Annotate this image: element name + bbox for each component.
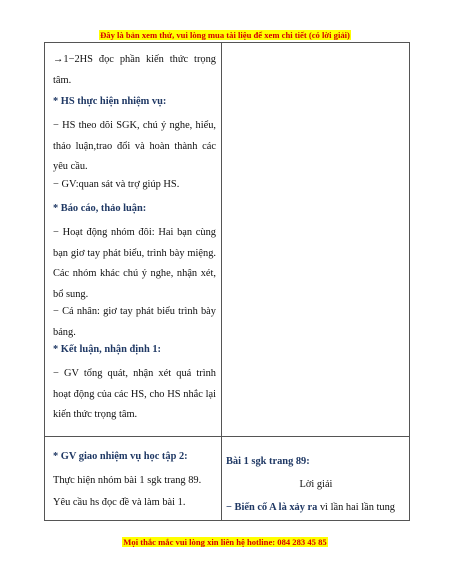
heading-report-discussion: * Báo cáo, thảo luận: xyxy=(53,203,147,214)
report-discussion-text-1: − Hoạt động nhóm đôi: Hai bạn cùng bạn giơ tay phát biểu, trình bày miệng. Các nhóm khác chú ý nghe, nhận xét, bổ sung. xyxy=(53,227,216,300)
event-a-line xyxy=(226,498,408,519)
assign-task-text-1: Thực hiện nhóm bài 1 sgk trang 89. xyxy=(53,475,202,486)
students-perform-text-2: − GV:quan sát và trợ giúp HS. xyxy=(53,179,180,190)
students-perform-text-1: − HS theo dõi SGK, chú ý nghe, hiểu, thảo luận,trao đổi và hoàn thành các yêu cầu. xyxy=(53,120,216,172)
column-divider xyxy=(221,43,222,520)
report-discussion-text-2: − Cá nhân: giơ tay phát biểu trình bày bảng. xyxy=(53,306,216,338)
hotline-banner-text: Mọi thắc mắc vui lòng xin liên hệ hotline: 084 283 45 85 xyxy=(123,537,327,547)
hotline-banner xyxy=(0,537,450,547)
event-a-bold: − Biến cố A là xảy ra xyxy=(226,502,318,513)
intro-text: →1−2HS đọc phần kiến thức trọng tâm. xyxy=(53,54,216,86)
preview-banner-text: Đây là bản xem thử, vui lòng mua tài liệu để xem chi tiết (có lời giải) xyxy=(100,30,350,40)
heading-students-perform: * HS thực hiện nhiệm vụ: xyxy=(53,96,167,107)
preview-banner xyxy=(0,30,450,40)
exercise-title: Bài 1 sgk trang 89: xyxy=(226,456,310,467)
solution-label: Lời giải xyxy=(299,479,333,490)
heading-conclusion: * Kết luận, nhận định 1: xyxy=(53,344,161,355)
lesson-table xyxy=(44,42,410,521)
row-divider xyxy=(45,436,409,437)
assign-task-text-2: Yêu cầu hs đọc đề và làm bài 1. xyxy=(53,497,186,508)
heading-assign-task-2: * GV giao nhiệm vụ học tập 2: xyxy=(53,451,188,462)
conclusion-text: − GV tổng quát, nhận xét quá trình hoạt động của các HS, cho HS nhắc lại kiến thức trọng tâm. xyxy=(53,368,216,420)
event-a-rest: vì lần hai lần tung xyxy=(317,502,395,513)
